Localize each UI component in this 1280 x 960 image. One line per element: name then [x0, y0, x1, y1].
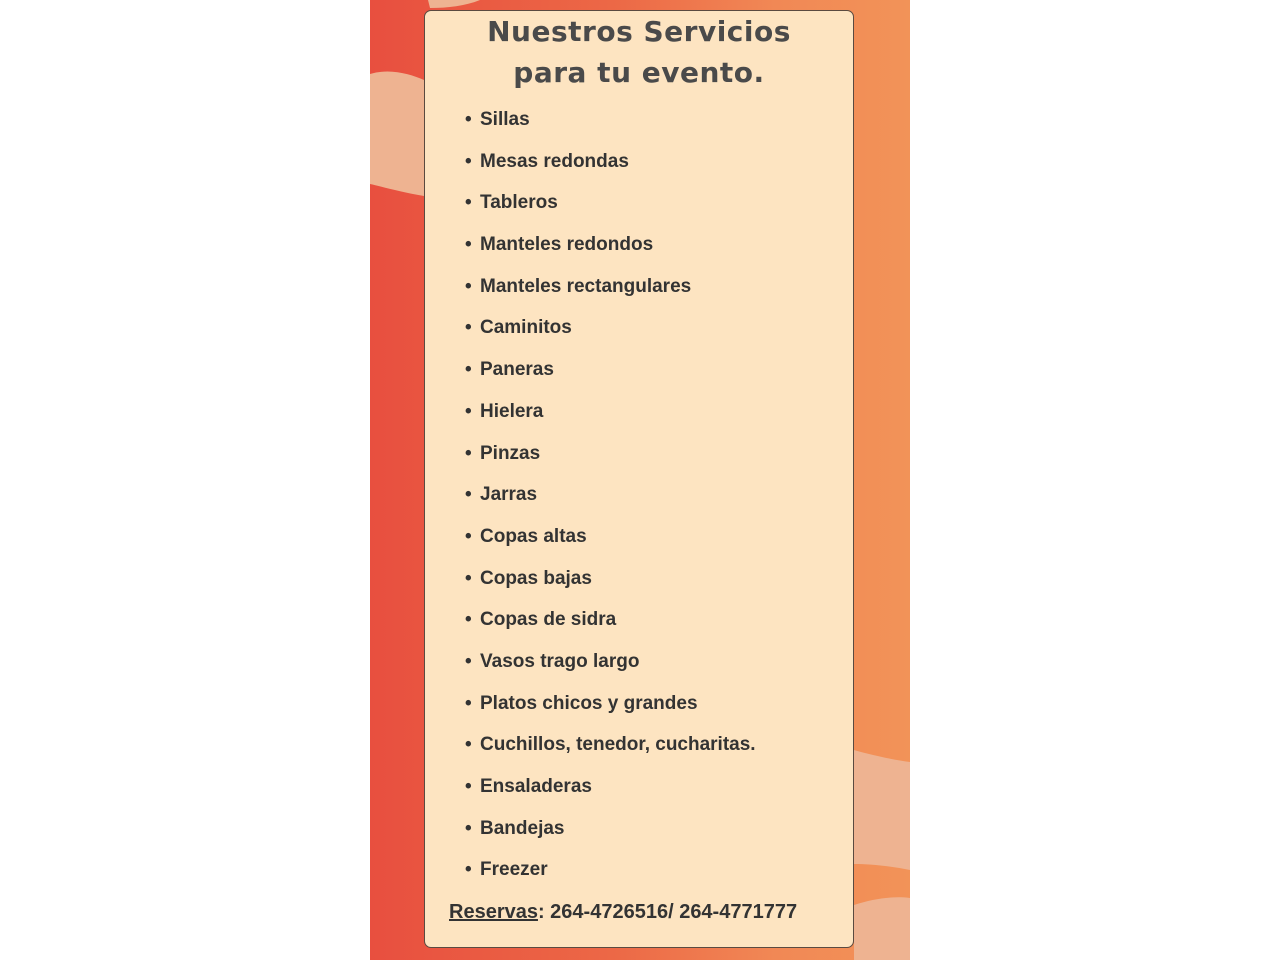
bullet: • — [465, 359, 472, 381]
service-label: Jarras — [480, 484, 538, 506]
bullet: • — [465, 650, 472, 672]
list-item — [465, 733, 756, 775]
service-label: Freezer — [480, 859, 548, 881]
bullet: • — [465, 609, 472, 631]
reservations-phones: : 264-4726516/ 264-4771777 — [537, 901, 798, 923]
list-item — [465, 817, 756, 859]
list-item — [465, 358, 756, 400]
list-item — [465, 483, 756, 525]
services-card — [424, 10, 854, 948]
service-label: Manteles redondos — [480, 234, 654, 256]
bullet: • — [465, 150, 472, 172]
list-item — [465, 692, 756, 734]
title-line-1: Nuestros Servicios — [487, 15, 791, 48]
bullet: • — [465, 275, 472, 297]
service-label: Copas de sidra — [480, 609, 617, 631]
page-title — [425, 11, 853, 93]
title-line-2: para tu evento. — [513, 56, 765, 89]
bullet: • — [465, 400, 472, 422]
service-label: Hielera — [480, 400, 544, 422]
list-item — [465, 650, 756, 692]
bullet: • — [465, 234, 472, 256]
top-left-peach-wave — [370, 72, 424, 196]
poster — [370, 0, 910, 960]
list-item — [465, 858, 756, 900]
bullet: • — [465, 817, 472, 839]
list-item — [465, 233, 756, 275]
service-label: Copas bajas — [480, 567, 592, 589]
services-list — [465, 108, 756, 900]
bullet: • — [465, 734, 472, 756]
service-label: Caminitos — [480, 317, 572, 339]
list-item — [465, 191, 756, 233]
service-label: Pinzas — [480, 442, 541, 464]
bullet: • — [465, 525, 472, 547]
service-label: Platos chicos y grandes — [480, 692, 698, 714]
list-item — [465, 775, 756, 817]
service-label: Vasos trago largo — [480, 650, 640, 672]
list-item — [465, 400, 756, 442]
reservations-label: Reservas — [449, 901, 538, 923]
bullet: • — [465, 859, 472, 881]
service-label: Paneras — [480, 359, 554, 381]
bottom-right-peach-wave — [854, 750, 910, 870]
list-item — [465, 567, 756, 609]
bullet: • — [465, 567, 472, 589]
service-label: Manteles rectangulares — [480, 275, 692, 297]
service-label: Cuchillos, tenedor, cucharitas. — [480, 734, 756, 756]
list-item — [465, 525, 756, 567]
list-item — [465, 275, 756, 317]
bullet: • — [465, 442, 472, 464]
bottom-right-peach-wave-2 — [854, 897, 910, 960]
bullet: • — [465, 692, 472, 714]
bullet: • — [465, 776, 472, 797]
bullet: • — [465, 109, 472, 130]
service-label: Copas altas — [480, 525, 587, 547]
service-label: Bandejas — [480, 817, 565, 839]
reservations-footer — [449, 901, 797, 924]
top-peach-arc — [428, 0, 480, 8]
service-label: Tableros — [480, 192, 558, 214]
list-item — [465, 442, 756, 484]
list-item — [465, 316, 756, 358]
service-label: Sillas — [480, 109, 530, 130]
list-item — [465, 108, 756, 150]
bullet: • — [465, 484, 472, 506]
service-label: Mesas redondas — [480, 150, 629, 172]
bullet: • — [465, 317, 472, 339]
bullet: • — [465, 192, 472, 214]
list-item — [465, 608, 756, 650]
service-label: Ensaladeras — [480, 776, 592, 797]
list-item — [465, 150, 756, 192]
